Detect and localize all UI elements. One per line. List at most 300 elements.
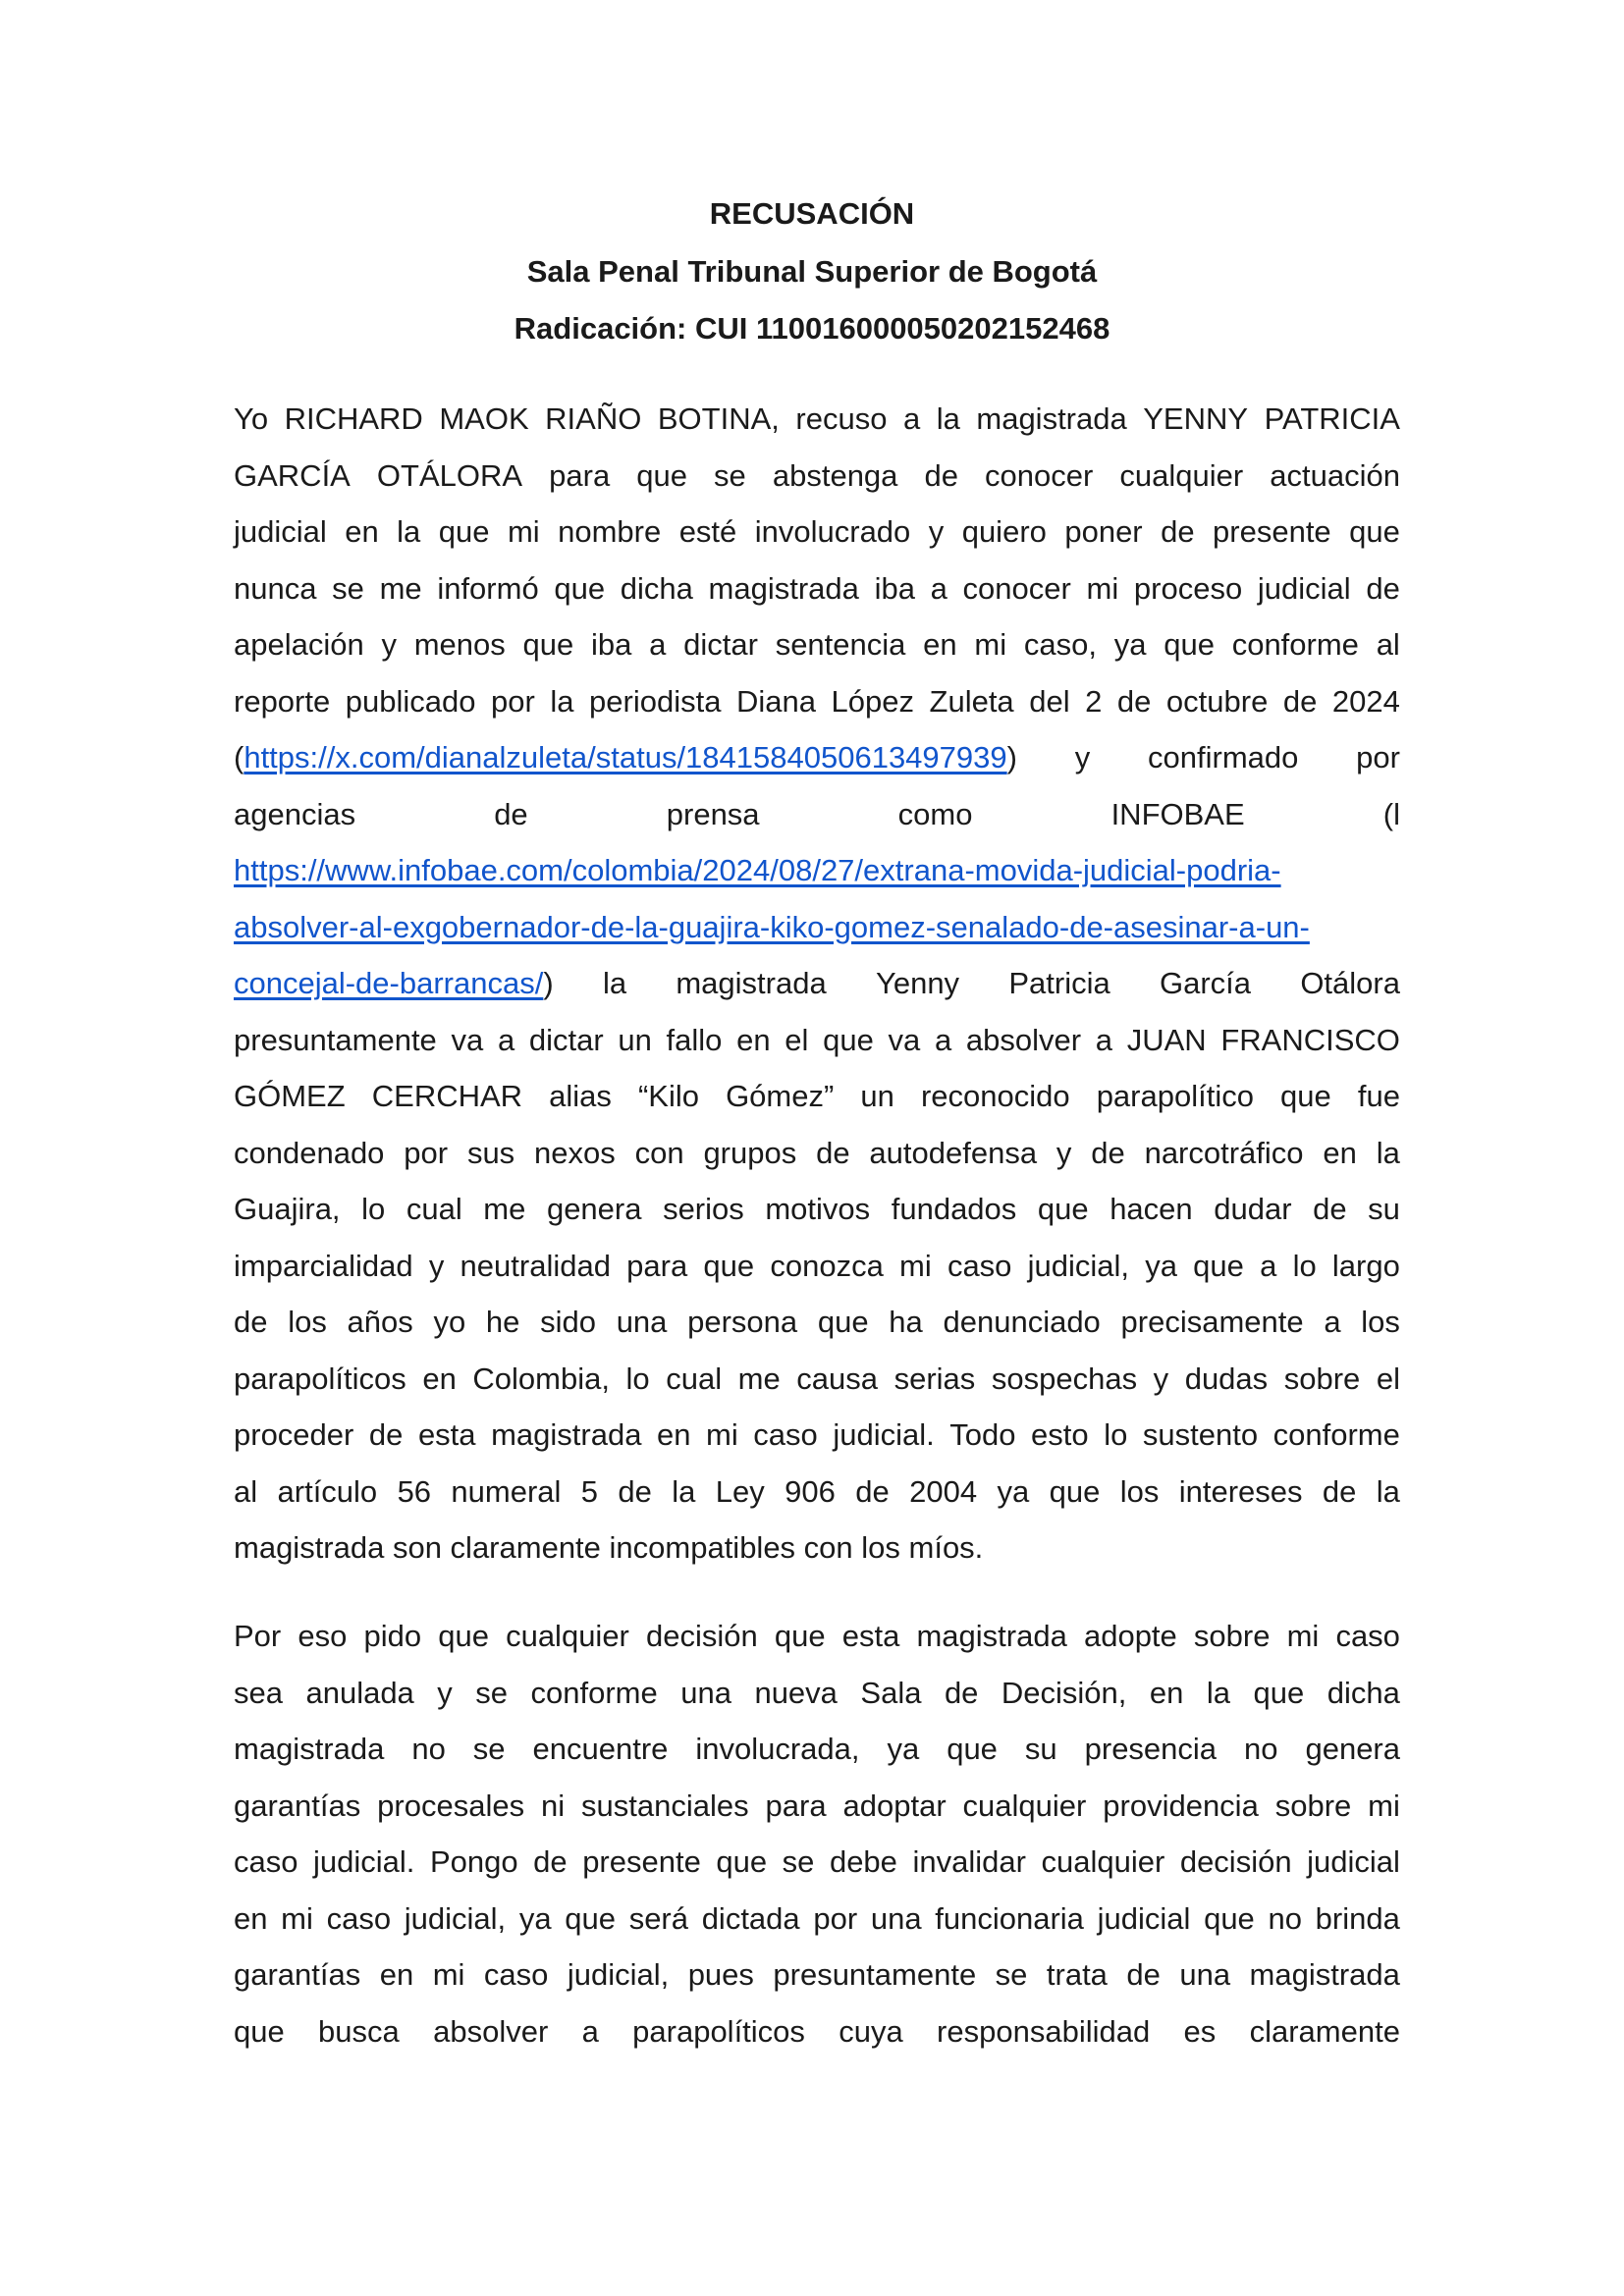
word: que — [522, 627, 574, 662]
word: numeral — [451, 1473, 562, 1509]
text-line — [234, 2003, 1400, 2060]
word: agencias — [234, 796, 356, 831]
word: quiero — [961, 514, 1047, 549]
word: dictar — [528, 1022, 604, 1057]
word: grupos — [703, 1135, 797, 1170]
word: esta — [841, 1619, 900, 1653]
word: narcotráfico — [1144, 1135, 1304, 1170]
word: “Kilo — [637, 1079, 699, 1113]
text-line — [234, 1520, 1400, 1576]
word: decisión — [646, 1619, 758, 1653]
word: Guajira, — [234, 1192, 341, 1226]
word: sentencia — [775, 627, 906, 662]
word: esto — [1031, 1417, 1089, 1452]
word: ya — [518, 1900, 552, 1936]
text-line — [234, 1238, 1400, 1295]
word: sobre — [1283, 1361, 1361, 1396]
word: mi — [507, 514, 540, 549]
word: cual — [666, 1361, 723, 1396]
word: dudar — [1214, 1192, 1292, 1226]
word: proceso — [1133, 570, 1243, 606]
word: conforme — [1231, 627, 1359, 662]
word: de — [1091, 1135, 1125, 1170]
word: cualquier — [1041, 1844, 1165, 1879]
word: de — [924, 457, 958, 493]
word: por — [1356, 740, 1400, 774]
word: dicha — [620, 570, 693, 606]
word: magistrada — [708, 570, 859, 606]
word: que — [716, 1844, 768, 1879]
word: anulada — [305, 1675, 414, 1710]
word: esta — [417, 1417, 476, 1452]
word: RICHARD — [284, 401, 423, 436]
word: absolver — [965, 1022, 1082, 1057]
word: lo — [625, 1361, 650, 1396]
word: judicial. — [833, 1417, 935, 1452]
word: y — [437, 1675, 453, 1710]
word: 5 — [580, 1473, 599, 1509]
word: responsabilidad — [937, 2013, 1151, 2049]
word: en — [923, 627, 957, 662]
word: decisión — [1179, 1844, 1292, 1879]
word: sus — [466, 1135, 515, 1170]
word: que — [438, 1619, 489, 1653]
word: que — [554, 570, 606, 606]
word: Ley — [715, 1473, 765, 1509]
word: publicado — [345, 683, 476, 719]
word: que — [703, 1248, 755, 1283]
word: lo — [361, 1192, 386, 1226]
word: de — [618, 1473, 652, 1509]
word: presente — [1213, 514, 1331, 549]
text-line — [234, 1294, 1400, 1351]
word: por — [404, 1135, 449, 1170]
word: una — [870, 1900, 922, 1936]
word: López — [831, 683, 914, 719]
word: mi — [281, 1900, 313, 1936]
word: la — [550, 683, 574, 719]
word: intereses — [1178, 1473, 1303, 1509]
word: serios — [663, 1192, 744, 1226]
word: yo — [433, 1305, 466, 1339]
word: brinda — [1315, 1900, 1400, 1936]
word: confirmado — [1148, 740, 1299, 774]
word: INFOBAE — [1110, 796, 1245, 831]
word: a — [1260, 1248, 1277, 1283]
word: judicial. — [313, 1844, 415, 1879]
word: en — [1149, 1675, 1184, 1710]
word: no — [1244, 1732, 1278, 1766]
word: fue — [1357, 1079, 1400, 1113]
text-line — [234, 1834, 1400, 1891]
text-line — [234, 1608, 1400, 1665]
word: largo — [1331, 1248, 1400, 1283]
text-line — [234, 616, 1400, 673]
link-group — [234, 729, 1017, 786]
word: un — [618, 1022, 652, 1057]
text-line — [234, 561, 1400, 617]
word: dudas — [1184, 1361, 1269, 1396]
word: en — [345, 514, 379, 549]
word: que — [1204, 1900, 1255, 1936]
word: judicial — [1307, 1844, 1400, 1879]
word: 2 — [1085, 683, 1103, 719]
word: sea — [234, 1675, 283, 1710]
word: por — [491, 683, 535, 719]
word: lo — [1104, 1417, 1128, 1452]
court-name: Sala Penal Tribunal Superior de Bogotá — [526, 254, 1098, 289]
word: procesales — [377, 1788, 525, 1823]
word: ya — [997, 1473, 1030, 1509]
word: va — [888, 1022, 921, 1057]
word: sospechas — [991, 1361, 1138, 1396]
word: ni — [541, 1788, 566, 1823]
word: me — [379, 570, 422, 606]
word: genera — [546, 1192, 642, 1226]
hyperlink[interactable]: absolver-al-exgobernador-de-la-guajira-kiko-gomez-senalado-de-asesinar-a-un- — [234, 909, 1310, 944]
text-line — [234, 1012, 1400, 1069]
text-line — [234, 448, 1400, 505]
text-fragment: magistrada son claramente incompatibles con los míos. — [234, 1530, 984, 1565]
word: un — [860, 1079, 894, 1113]
word: de — [1313, 1192, 1347, 1226]
word: 56 — [397, 1473, 432, 1509]
word: al — [234, 1473, 258, 1509]
word: que — [1164, 627, 1215, 662]
word: dictar — [683, 627, 758, 662]
word: 2004 — [909, 1473, 978, 1509]
word: a — [497, 1022, 515, 1057]
word: absolver — [433, 2013, 549, 2049]
word: Otálora — [1300, 966, 1400, 1000]
word: presencia — [1084, 1732, 1218, 1766]
text-line — [234, 786, 1400, 843]
word: mi — [1368, 1788, 1400, 1823]
word: eso — [298, 1619, 348, 1653]
word: una — [616, 1305, 668, 1339]
word: a — [902, 401, 921, 436]
hyperlink[interactable]: concejal-de-barrancas/ — [234, 966, 544, 1000]
word: de — [368, 1417, 404, 1452]
word: pues — [687, 1957, 754, 1992]
word: se — [714, 457, 746, 493]
word: caso — [234, 1844, 298, 1879]
punctuation: ( — [234, 740, 244, 774]
word: parapolíticos — [632, 2013, 805, 2049]
word: el — [785, 1022, 809, 1057]
word: que — [636, 457, 687, 493]
word: he — [485, 1305, 520, 1339]
word: a — [1324, 1305, 1341, 1339]
text-line — [234, 955, 1400, 1012]
word: con — [634, 1135, 684, 1170]
word: que — [1280, 1079, 1331, 1113]
word: en — [422, 1361, 457, 1396]
word: que — [1193, 1248, 1244, 1283]
word: de — [494, 796, 528, 831]
word: en — [657, 1417, 691, 1452]
word: dictada — [701, 1900, 800, 1936]
word: será — [628, 1900, 688, 1936]
word: los — [288, 1305, 327, 1339]
text-line — [234, 1464, 1400, 1521]
word: apelación — [234, 627, 364, 662]
word: que — [438, 514, 490, 549]
word: funcionaria — [935, 1900, 1084, 1936]
word: imparcialidad — [234, 1248, 413, 1283]
word: que — [823, 1022, 874, 1057]
word: garantías — [234, 1788, 361, 1823]
word: precisamente — [1120, 1305, 1304, 1339]
word: periodista — [589, 683, 722, 719]
word: serias — [893, 1361, 976, 1396]
word: de — [1366, 570, 1400, 606]
word: que — [1049, 1473, 1101, 1509]
word: que — [1037, 1192, 1089, 1226]
word: se — [475, 1675, 509, 1710]
word: sustento — [1142, 1417, 1259, 1452]
word: Zuleta — [929, 683, 1014, 719]
word: la — [1206, 1675, 1230, 1710]
word: la — [397, 514, 421, 549]
word: se — [782, 1844, 815, 1879]
word: no — [1268, 1900, 1302, 1936]
word: claramente — [1249, 2013, 1400, 2049]
word: GÓMEZ — [234, 1079, 346, 1113]
word: Diana — [735, 683, 816, 719]
word: judicial, — [404, 1900, 507, 1936]
word: octubre — [1165, 683, 1269, 719]
word: como — [897, 796, 973, 831]
word: JUAN — [1126, 1022, 1207, 1057]
word: los — [1119, 1473, 1160, 1509]
text-line — [234, 391, 1400, 448]
word: causa — [796, 1361, 879, 1396]
word: a — [649, 627, 667, 662]
word: invalidar — [912, 1844, 1026, 1879]
word: magistrada — [234, 1732, 385, 1766]
word: providencia — [1103, 1788, 1259, 1823]
punctuation: ) — [1006, 740, 1017, 774]
word: magistrada — [676, 966, 827, 1000]
word: que — [1253, 1675, 1305, 1710]
word: y — [381, 627, 397, 662]
word: su — [1024, 1732, 1057, 1766]
word: involucrada, — [695, 1732, 860, 1766]
word: sido — [540, 1305, 596, 1339]
word: conocer — [962, 570, 1071, 606]
document-title: RECUSACIÓN — [709, 196, 915, 231]
word: cualquier — [962, 1788, 1087, 1823]
word: ya — [1113, 627, 1147, 662]
text-line — [234, 842, 1400, 899]
word: debe — [829, 1844, 897, 1879]
word: que — [234, 2013, 285, 2049]
word: nunca — [234, 570, 317, 606]
word: me — [737, 1361, 781, 1396]
word: motivos — [765, 1192, 871, 1226]
text-line — [234, 1181, 1400, 1238]
word: la — [1376, 1135, 1400, 1170]
punctuation: ) — [543, 966, 554, 1000]
word: la — [672, 1473, 696, 1509]
word: del — [1029, 683, 1070, 719]
word: la — [936, 401, 960, 436]
text-line — [234, 1068, 1400, 1125]
word: alias — [549, 1079, 612, 1113]
word: para — [765, 1788, 827, 1823]
word: nueva — [754, 1675, 838, 1710]
text-line — [234, 1721, 1400, 1778]
word: presente — [582, 1844, 701, 1879]
word: la — [602, 966, 627, 1000]
word: ya — [1145, 1248, 1177, 1283]
word: una — [680, 1675, 731, 1710]
word: cualquier — [1119, 457, 1244, 493]
text-line — [234, 899, 1400, 956]
word: la — [1376, 1473, 1400, 1509]
word: de — [533, 1844, 568, 1879]
word: (l — [1382, 796, 1400, 831]
word: caso — [326, 1900, 392, 1936]
text-line — [234, 1125, 1400, 1182]
word: de — [944, 1675, 979, 1710]
word: su — [1368, 1192, 1400, 1226]
word: BOTINA, — [657, 401, 780, 436]
case-number: Radicación: CUI 110016000050202152468 — [514, 311, 1110, 346]
word: magistrada — [916, 1619, 1067, 1653]
word: presuntamente — [234, 1022, 437, 1057]
word: MAOK — [439, 401, 529, 436]
word: no — [411, 1732, 446, 1766]
hyperlink[interactable]: https://www.infobae.com/colombia/2024/08/27/extrana-movida-judicial-podria- — [234, 853, 1281, 887]
word: que — [947, 1732, 998, 1766]
word: caso — [1335, 1619, 1400, 1653]
word: conforme — [1272, 1417, 1400, 1452]
word: nombre — [558, 514, 662, 549]
word: conforme — [530, 1675, 658, 1710]
word: y — [1056, 1135, 1072, 1170]
text-line — [234, 1665, 1400, 1722]
word: judicial — [1257, 570, 1351, 606]
word: adopte — [1083, 1619, 1177, 1653]
text-line — [234, 729, 1400, 786]
word: mi — [706, 1417, 738, 1452]
word: autodefensa — [869, 1135, 1038, 1170]
word: neutralidad — [460, 1248, 611, 1283]
word: genera — [1305, 1732, 1400, 1766]
word: los — [1361, 1305, 1400, 1339]
text-line — [234, 673, 1400, 730]
word: a — [581, 2013, 599, 2049]
word: va — [451, 1022, 484, 1057]
word: caso, — [1023, 627, 1097, 662]
word: Patricia — [1008, 966, 1110, 1000]
word: denunciado — [943, 1305, 1101, 1339]
word: adoptar — [842, 1788, 947, 1823]
word: conocer — [985, 457, 1094, 493]
word: magistrada — [491, 1417, 642, 1452]
word: PATRICIA — [1264, 401, 1400, 436]
word: en — [234, 1900, 268, 1936]
word: 2024 — [1331, 683, 1400, 719]
word: sobre — [1193, 1619, 1271, 1653]
word: dicha — [1326, 1675, 1400, 1710]
word: abstenga — [772, 457, 898, 493]
word: GARCÍA — [234, 457, 351, 493]
word: Gómez” — [726, 1079, 835, 1113]
word: que — [817, 1305, 869, 1339]
word: a — [930, 570, 947, 606]
paragraph-2 — [234, 1608, 1400, 2059]
word: Todo — [949, 1417, 1016, 1452]
word: García — [1160, 966, 1252, 1000]
link-group — [234, 955, 554, 1012]
word: lo — [1292, 1248, 1317, 1283]
word: Por — [234, 1619, 282, 1653]
hyperlink[interactable]: https://x.com/dianalzuleta/status/1841584050613497939 — [244, 740, 1007, 774]
word: menos — [413, 627, 506, 662]
word: se — [332, 570, 364, 606]
word: de — [1282, 683, 1318, 719]
word: Yenny — [876, 966, 960, 1000]
word: reporte — [234, 683, 331, 719]
word: y — [428, 1248, 445, 1283]
word: esté — [678, 514, 737, 549]
word: mi — [899, 1248, 932, 1283]
word: caso — [483, 1957, 549, 1992]
word: sustanciales — [581, 1788, 749, 1823]
word: actuación — [1270, 457, 1400, 493]
word: fundados — [891, 1192, 1017, 1226]
text-line — [234, 1407, 1400, 1464]
word: magistrada — [976, 401, 1127, 436]
word: garantías — [234, 1957, 361, 1992]
word: de — [816, 1135, 850, 1170]
word: FRANCISCO — [1220, 1022, 1400, 1057]
text-line — [234, 1351, 1400, 1408]
word: cual — [406, 1192, 462, 1226]
text-line — [234, 1778, 1400, 1835]
word: una — [1179, 1957, 1231, 1992]
word: OTÁLORA — [376, 457, 523, 493]
word: me — [483, 1192, 526, 1226]
word: informó — [437, 570, 539, 606]
text-line — [234, 1947, 1400, 2003]
word: ya — [887, 1732, 920, 1766]
word: parapolíticos — [234, 1361, 406, 1396]
word: de — [234, 1305, 268, 1339]
word: conozca — [770, 1248, 884, 1283]
word: recuso — [795, 401, 888, 436]
word: de — [1116, 683, 1152, 719]
word: involucrado — [754, 514, 911, 549]
word: al — [1376, 627, 1400, 662]
word: el — [1376, 1361, 1400, 1396]
word: mi — [974, 627, 1007, 662]
word: en — [1323, 1135, 1357, 1170]
word: de — [1161, 514, 1195, 549]
word: trata — [1046, 1957, 1108, 1992]
word: Decisión, — [1001, 1675, 1127, 1710]
word: proceder — [234, 1417, 354, 1452]
word: poner — [1064, 514, 1143, 549]
word: judicial, — [1027, 1248, 1130, 1283]
paragraph-1 — [234, 391, 1400, 1576]
word: Colombia, — [472, 1361, 610, 1396]
word: CERCHAR — [371, 1079, 523, 1113]
word: mi — [1086, 570, 1119, 606]
